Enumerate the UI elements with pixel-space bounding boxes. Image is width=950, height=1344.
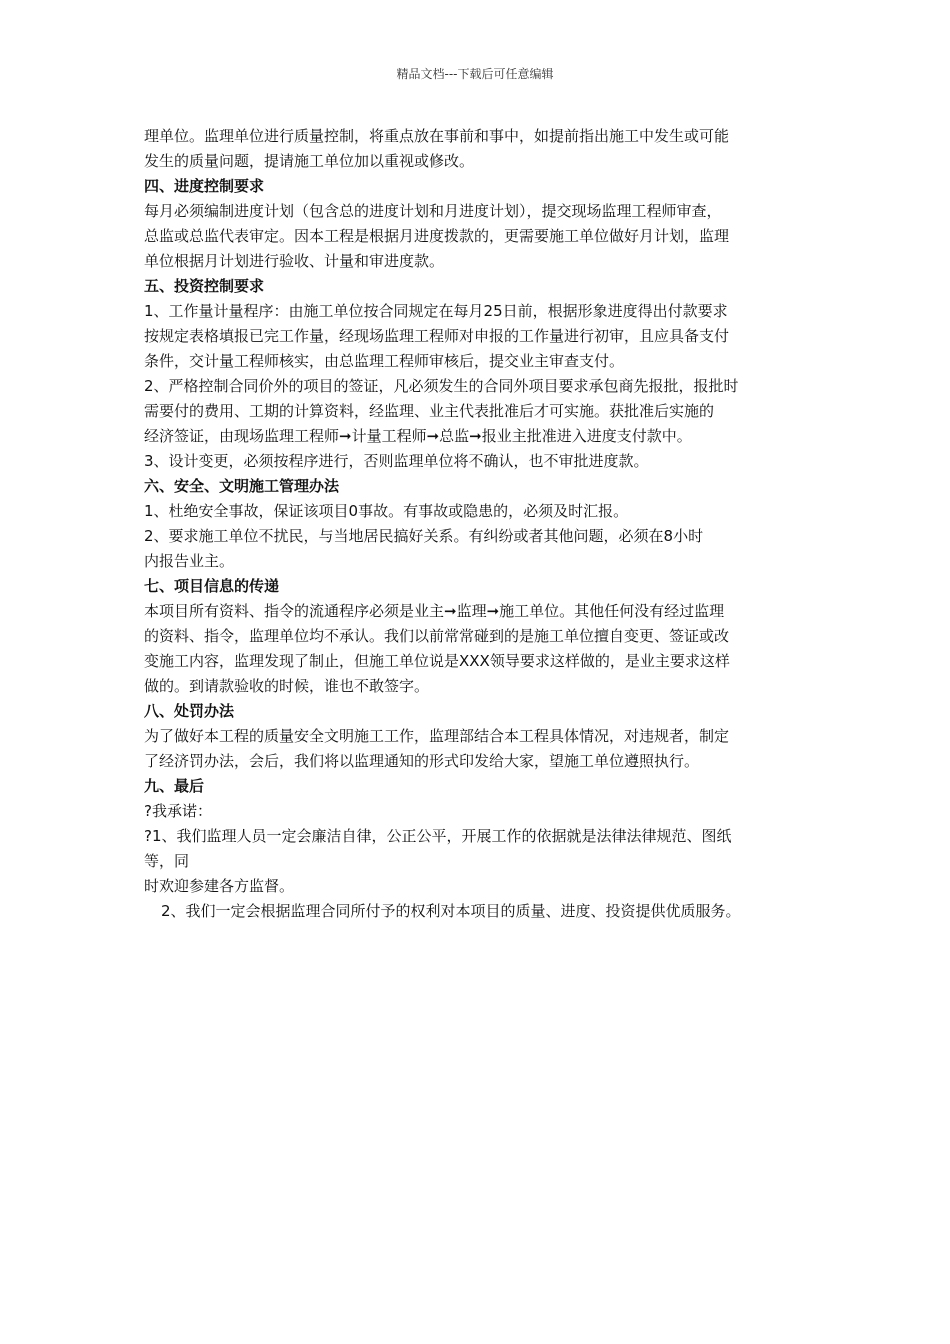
section-heading: 九、最后 [144, 777, 205, 795]
paragraph-line: 3、设计变更，必须按程序进行，否则监理单位将不确认，也不审批进度款。 [144, 452, 649, 470]
paragraph-line: 需要付的费用、工期的计算资料，经监理、业主代表批准后才可实施。获批准后实施的 [144, 402, 715, 420]
paragraph-line: 2、要求施工单位不扰民，与当地居民搞好关系。有纠纷或者其他问题，必须在8小时 [144, 527, 704, 545]
paragraph-line: ?我承诺： [144, 802, 212, 820]
paragraph-line: 的资料、指令，监理单位均不承认。我们以前常常碰到的是施工单位擅自变更、签证或改 [144, 627, 730, 645]
paragraph-line: 2、我们一定会根据监理合同所付予的权利对本项目的质量、进度、投资提供优质服务。 [161, 902, 741, 920]
section-heading: 八、处罚办法 [144, 702, 235, 720]
paragraph-line: 理单位。监理单位进行质量控制，将重点放在事前和事中，如提前指出施工中发生或可能 [144, 127, 730, 145]
paragraph-line: 时欢迎参建各方监督。 [144, 877, 295, 895]
paragraph-line: ?1、我们监理人员一定会廉洁自律，公正公平，开展工作的依据就是法律法律规范、图纸 [144, 827, 732, 845]
paragraph-line: 按规定表格填报已完工作量，经现场监理工程师对申报的工作量进行初审，且应具备支付 [144, 327, 730, 345]
paragraph-line: 等，同 [144, 852, 190, 870]
paragraph-line: 1、杜绝安全事故，保证该项目0事故。有事故或隐患的，必须及时汇报。 [144, 502, 629, 520]
paragraph-line: 1、工作量计量程序：由施工单位按合同规定在每月25日前，根据形象进度得出付款要求 [144, 302, 728, 320]
paragraph-line: 单位根据月计划进行验收、计量和审进度款。 [144, 252, 445, 270]
paragraph-line: 发生的质量问题，提请施工单位加以重视或修改。 [144, 152, 475, 170]
paragraph-line: 经济签证，由现场监理工程师➞计量工程师➞总监➞报业主批准进入进度支付款中。 [144, 427, 692, 445]
paragraph-line: 每月必须编制进度计划（包含总的进度计划和月进度计划），提交现场监理工程师审查， [144, 202, 722, 220]
paragraph-line: 2、严格控制合同价外的项目的签证，凡必须发生的合同外项目要求承包商先报批，报批时 [144, 377, 739, 395]
section-heading: 六、安全、文明施工管理办法 [144, 477, 340, 495]
page-header: 精品文档---下载后可任意编辑 [396, 67, 554, 81]
document-body [144, 124, 812, 924]
paragraph-line: 条件，交计量工程师核实，由总监理工程师审核后，提交业主审查支付。 [144, 352, 625, 370]
section-heading: 七、项目信息的传递 [144, 577, 280, 595]
paragraph-line: 为了做好本工程的质量安全文明施工工作，监理部结合本工程具体情况，对违规者，制定 [144, 727, 730, 745]
section-heading: 五、投资控制要求 [144, 277, 265, 295]
paragraph-line: 总监或总监代表审定。因本工程是根据月进度拨款的，更需要施工单位做好月计划，监理 [144, 227, 730, 245]
paragraph-line: 内报告业主。 [144, 552, 235, 570]
section-heading: 四、进度控制要求 [144, 177, 265, 195]
paragraph-line: 了经济罚办法，会后，我们将以监理通知的形式印发给大家，望施工单位遵照执行。 [144, 752, 700, 770]
paragraph-line: 做的。到请款验收的时候，谁也不敢签字。 [144, 677, 430, 695]
paragraph-line: 本项目所有资料、指令的流通程序必须是业主➞监理➞施工单位。其他任何没有经过监理 [144, 602, 725, 620]
paragraph-line: 变施工内容，监理发现了制止，但施工单位说是XXX领导要求这样做的，是业主要求这样 [144, 652, 730, 670]
